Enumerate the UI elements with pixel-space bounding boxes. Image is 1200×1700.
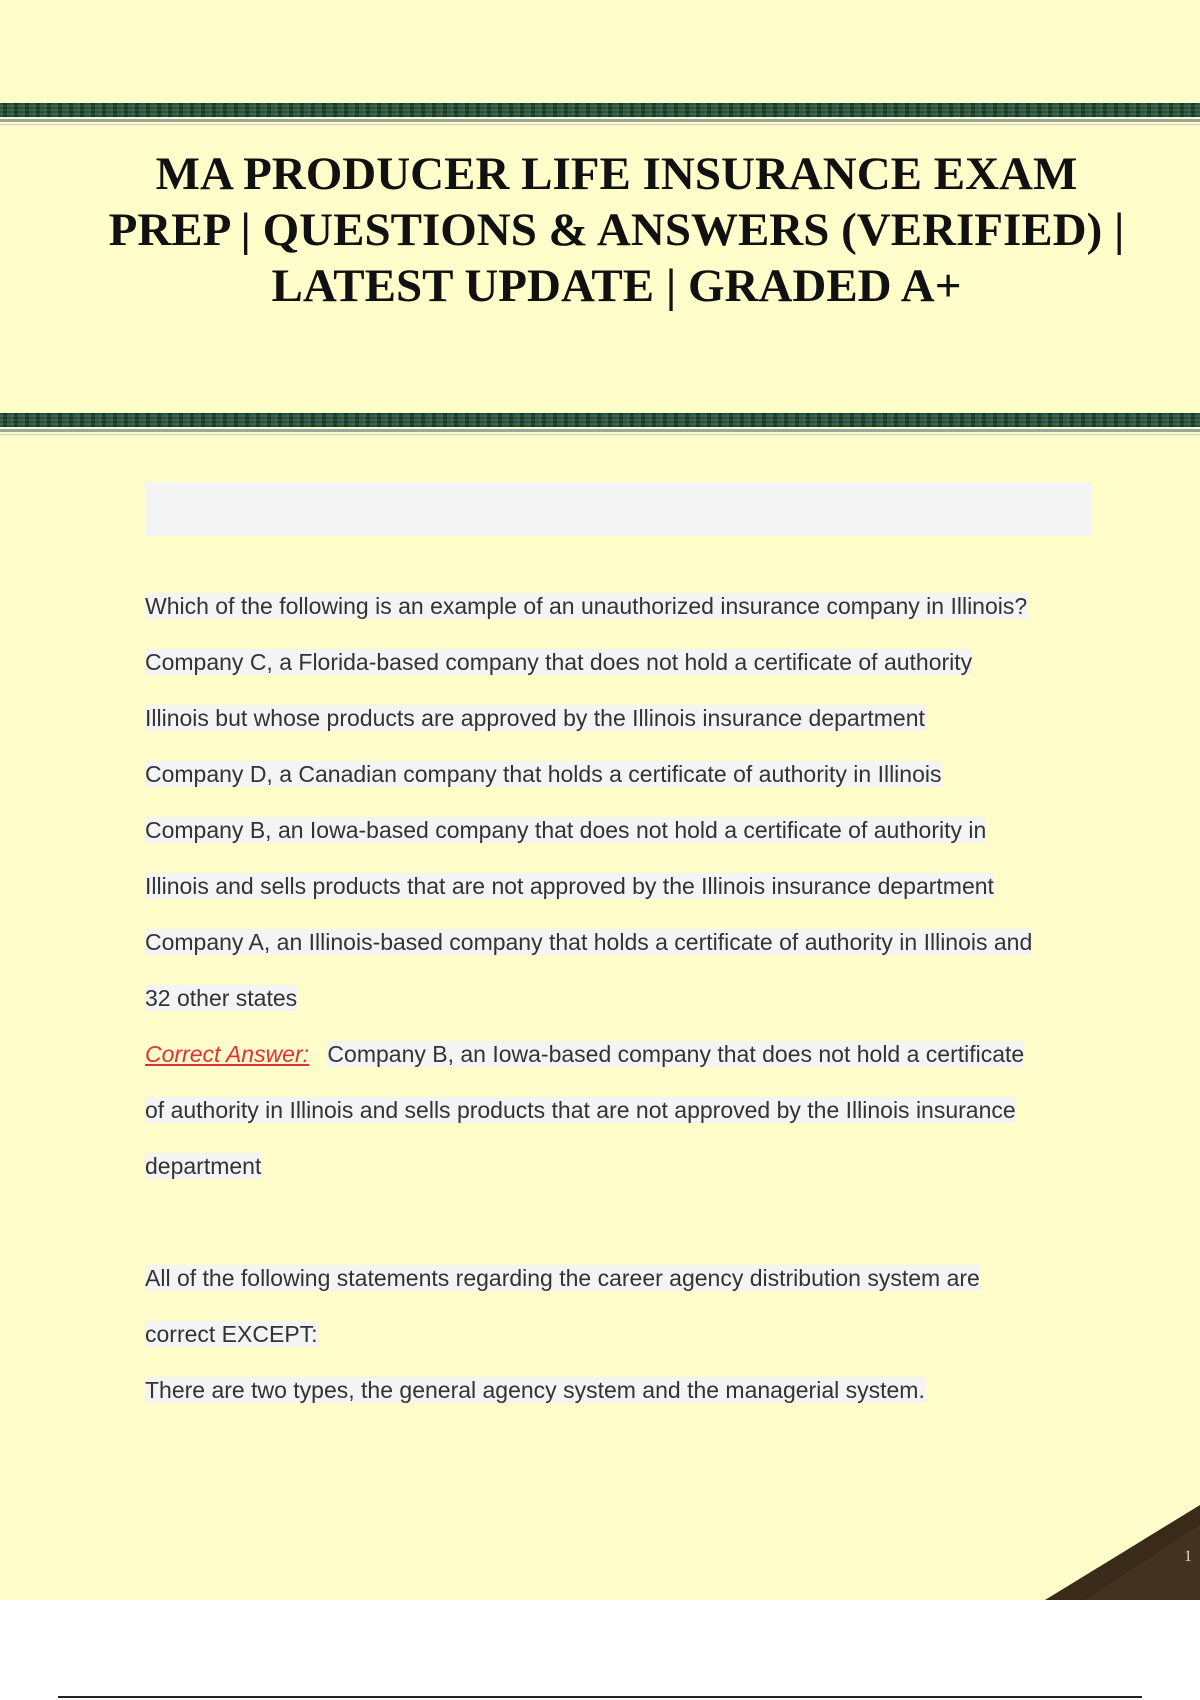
question-2-prompt: All of the following statements regarding the career agency distribution system are xyxy=(145,1265,980,1291)
decorative-band-bottom xyxy=(0,413,1200,427)
question-1-answer-line xyxy=(145,1026,1105,1082)
band-rule xyxy=(0,124,1200,125)
question-1-option-line: Company D, a Canadian company that holds a certificate of authority in Illinois xyxy=(145,761,942,787)
question-1-option-line: 32 other states xyxy=(145,985,298,1011)
question-1-prompt: Which of the following is an example of an unauthorized insurance company in Illinois? xyxy=(145,593,1028,619)
question-1-option-line: Company C, a Florida-based company that does not hold a certificate of authority xyxy=(145,649,973,675)
footer-rule xyxy=(58,1696,1142,1698)
question-2-prompt: correct EXCEPT: xyxy=(145,1321,318,1347)
question-1-answer-line: of authority in Illinois and sells products that are not approved by the Illinois insurance xyxy=(145,1097,1016,1123)
questions-content xyxy=(145,578,1105,1418)
question-1-option-line: Company B, an Iowa-based company that does not hold a certificate of authority in xyxy=(145,817,987,843)
page-corner-decoration xyxy=(1045,1505,1200,1600)
band-rule xyxy=(0,429,1200,432)
question-2-option-line: There are two types, the general agency system and the managerial system. xyxy=(145,1377,925,1403)
blank-highlight-box xyxy=(145,482,1091,536)
correct-answer-label: Correct Answer: xyxy=(145,1041,310,1067)
correct-answer-text: Company B, an Iowa-based company that does not hold a certificate xyxy=(327,1041,1025,1067)
decorative-band-top xyxy=(0,103,1200,117)
page-number: 1 xyxy=(1184,1548,1192,1565)
question-1-option-line: Company A, an Illinois-based company that holds a certificate of authority in Illinois and xyxy=(145,929,1033,955)
document-title: MA PRODUCER LIFE INSURANCE EXAM PREP | QUESTIONS & ANSWERS (VERIFIED) | LATEST UPDATE | GRADED A+ xyxy=(108,148,1125,312)
question-1-answer-line: department xyxy=(145,1153,262,1179)
band-rule xyxy=(0,434,1200,435)
question-1-option-line: Illinois and sells products that are not approved by the Illinois insurance department xyxy=(145,873,994,899)
question-1-option-line: Illinois but whose products are approved by the Illinois insurance department xyxy=(145,705,925,731)
band-rule xyxy=(0,119,1200,122)
